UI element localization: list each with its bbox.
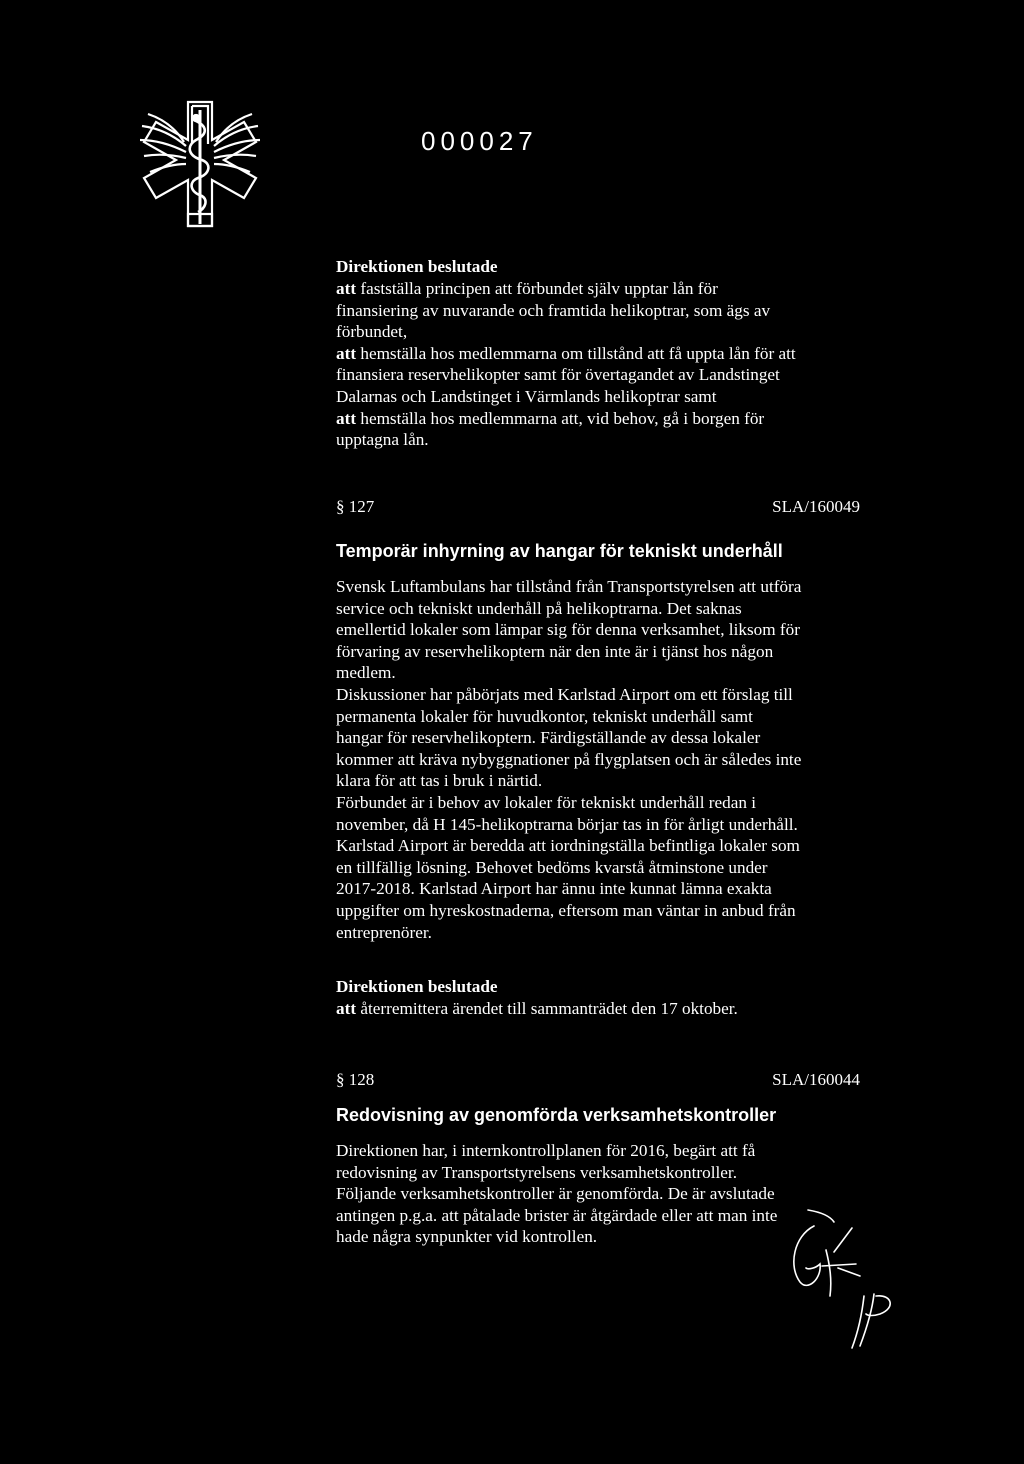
body-line: Karlstad Airport är beredda att iordningställa befintliga lokaler som [336,836,800,856]
body-line: Diskussioner har påbörjats med Karlstad Airport om ett förslag till [336,684,793,704]
body-line: förvaring av reservhelikoptern när den inte är i tjänst hos någon [336,641,774,661]
section-reference: SLA/160044 [772,1070,860,1089]
body-line: Följande verksamhetskontroller är genomförda. De är avslutade [336,1184,775,1204]
page-number: 000027 [421,126,538,156]
body-line: hade några synpunkter vid kontrollen. [336,1227,598,1247]
decision-block-1 [336,256,876,451]
body-line: Svensk Luftambulans har tillstånd från Transportstyrelsen att utföra [336,577,802,596]
body-line: antingen p.g.a. att påtalade brister är åtgärdade eller att man inte [336,1205,778,1225]
body-line: service och tekniskt underhåll på helikoptrarna. Det saknas [336,598,742,618]
section-127-decision [336,976,876,1020]
section-number: § 128 [336,1070,375,1089]
body-line: permanenta lokaler för huvudkontor, tekniskt underhåll samt [336,706,753,726]
handwritten-initials-2 [846,1290,900,1352]
body-line: en tillfällig lösning. Behovet bedöms kvarstå åtminstone under [336,857,768,877]
section-127-body [336,576,876,943]
decision-line: förbundet, [336,322,408,342]
section-reference: SLA/160049 [772,497,860,516]
body-line: Direktionen har, i internkontrollplanen för 2016, begärt att få [336,1141,756,1160]
decision-line: att fastställa principen att förbundet själv upptar lån för [336,279,718,298]
body-line: uppgifter om hyreskostnaderna, eftersom man väntar in anbud från [336,900,796,920]
body-line: redovisning av Transportstyrelsens verksamhetskontroller. [336,1162,737,1182]
body-line: klara för att tas i bruk i närtid. [336,771,543,791]
ambulance-wings-caduceus-logo [136,96,264,232]
body-line: hangar för reservhelikoptern. Färdigställande av dessa lokaler [336,728,761,748]
body-line: emellertid lokaler som lämpar sig för denna verksamhet, liksom för [336,620,800,640]
body-line: kommer att kräva nybyggnationer på flygplatsen och är således inte [336,749,802,769]
decision-line: upptagna lån. [336,430,429,450]
decision-line: finansiera reservhelikopter samt för övertagandet av Landstinget [336,365,780,385]
body-line: november, då H 145-helikoptrarna börjar tas in för årligt underhåll. [336,814,798,834]
decision-line: Dalarnas och Landstinget i Värmlands helikoptrar samt [336,386,717,406]
decision-heading: Direktionen beslutade [336,257,498,276]
handwritten-initials-1 [786,1208,866,1300]
body-line: medlem. [336,663,396,683]
body-line: entreprenörer. [336,922,432,942]
body-line: 2017-2018. Karlstad Airport har ännu inte kunnat lämna exakta [336,879,772,899]
decision-line: att återremittera ärendet till sammanträdet den 17 oktober. [336,999,738,1018]
body-line: Förbundet är i behov av lokaler för tekniskt underhåll redan i [336,792,757,812]
section-128-title: Redovisning av genomförda verksamhetskontroller [336,1105,777,1125]
decision-line: att hemställa hos medlemmarna att, vid behov, gå i borgen för [336,408,765,428]
section-number: § 127 [336,497,375,516]
decision-line: finansiering av nuvarande och framtida helikoptrar, som ägs av [336,300,771,320]
section-127-title: Temporär inhyrning av hangar för tekniskt underhåll [336,541,783,561]
decision-heading: Direktionen beslutade [336,977,498,996]
decision-line: att hemställa hos medlemmarna om tillstånd att få uppta lån för att [336,343,796,363]
